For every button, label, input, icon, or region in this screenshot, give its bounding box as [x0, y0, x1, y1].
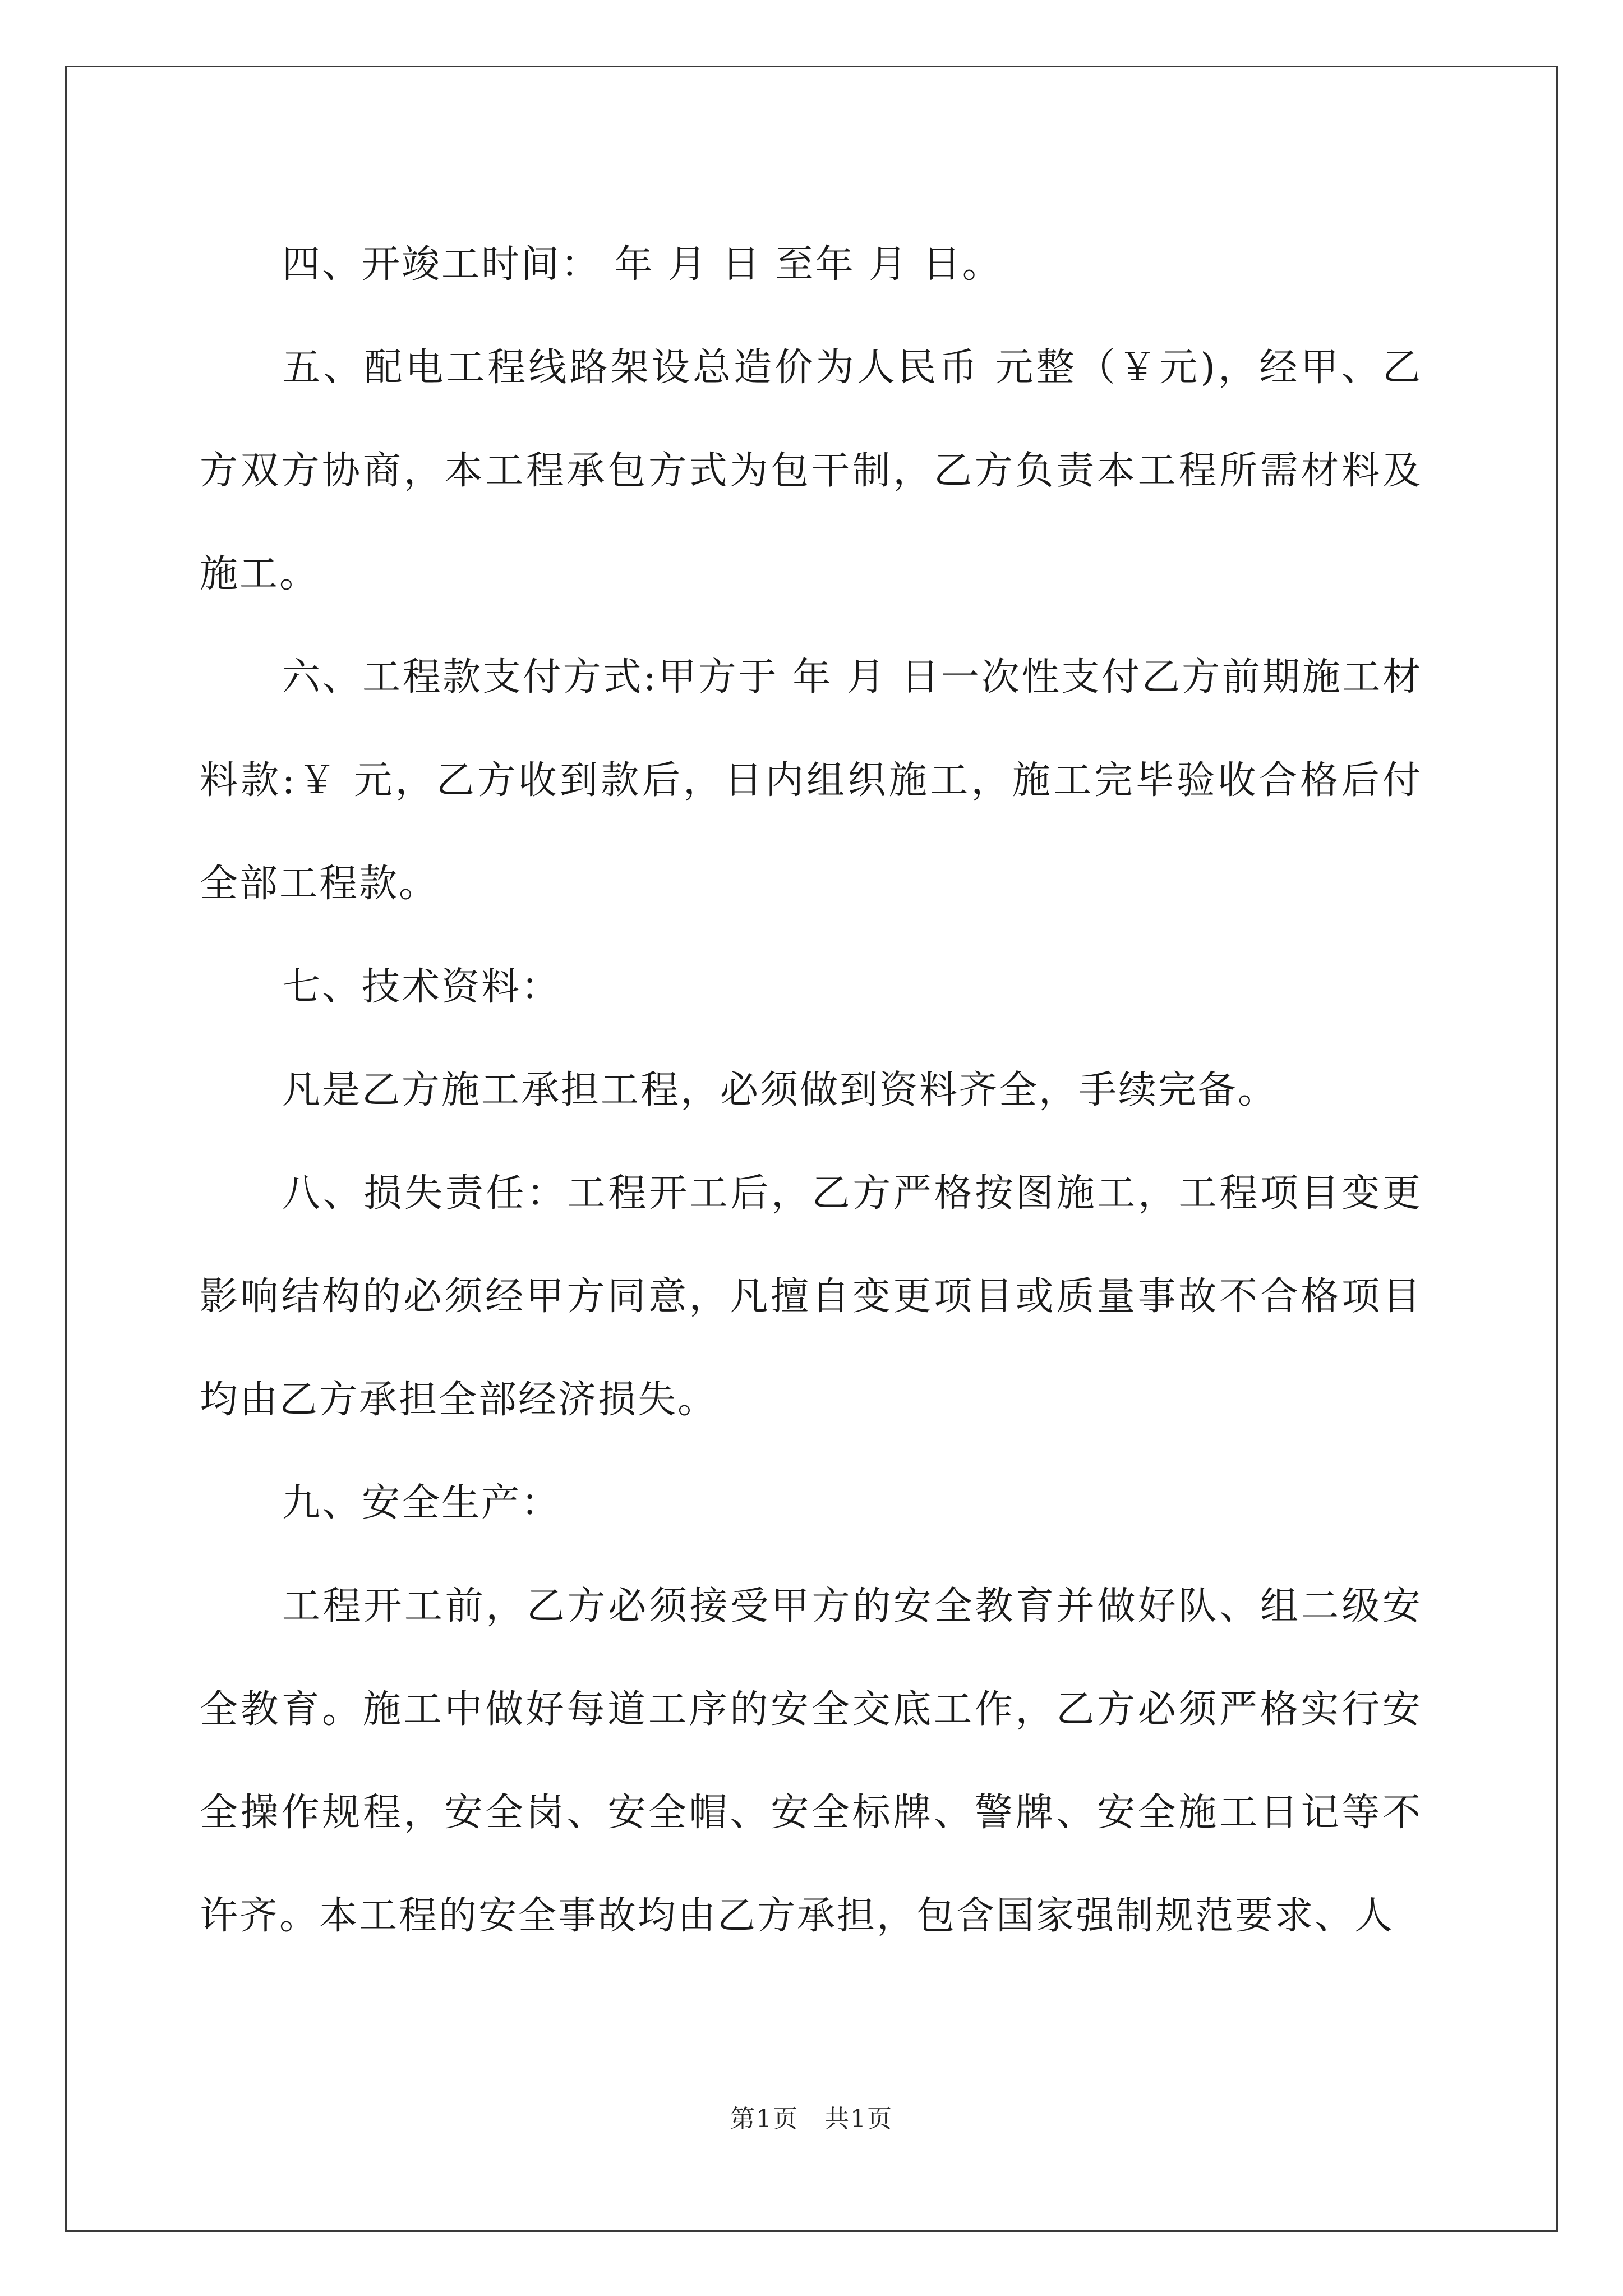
- paragraph-documents-complete: 凡是乙方施工承担工程，必须做到资料齐全，手续完备。: [282, 1068, 1278, 1112]
- paragraph-total-cost: 五、配电工程线路架设总造价为人民币 元整（￥元)，经甲、乙方双方协商，本工程承包方式为包干制，乙方负责本工程所需材料及施工。: [200, 346, 1422, 596]
- document-body: [200, 213, 1422, 1968]
- paragraph-safety-requirements: 工程开工前，乙方必须接受甲方的安全教育并做好队、组二级安全教育。施工中做好每道工序的安全交底工作，乙方必须严格实行安全操作规程，安全岗、安全帽、安全标牌、警牌、安全施工日记等不许齐。本工程的安全事故均由乙方承担，包含国家强制规范要求、人: [200, 1584, 1422, 1938]
- page-number-footer: 第1页 共1页: [730, 2105, 893, 2133]
- heading-safety-production: 九、安全生产：: [282, 1481, 561, 1525]
- heading-technical-documents: 七、技术资料：: [282, 965, 561, 1009]
- paragraph-loss-liability: 八、损失责任：工程开工后，乙方严格按图施工，工程项目变更影响结构的必须经甲方同意，凡擅自变更项目或质量事故不合格项目均由乙方承担全部经济损失。: [200, 1171, 1422, 1422]
- paragraph-payment-method: 六、工程款支付方式:甲方于 年 月 日一次性支付乙方前期施工材料款:￥ 元，乙方收到款后，日内组织施工，施工完毕验收合格后付全部工程款。: [200, 655, 1422, 906]
- paragraph-schedule: 四、开竣工时间： 年 月 日 至年 月 日。: [282, 242, 1002, 287]
